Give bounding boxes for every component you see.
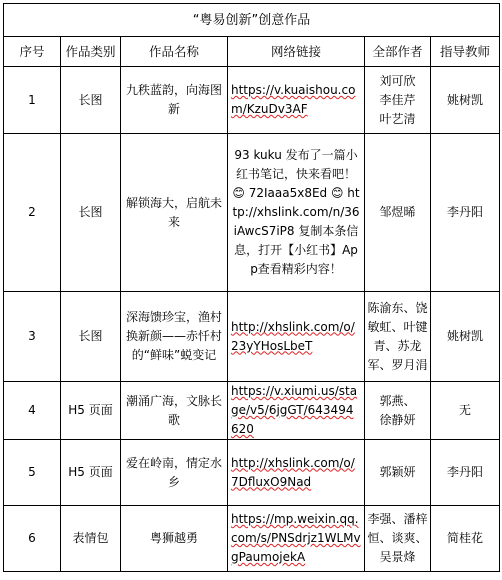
link-text[interactable]: http://xhslink.com/o/7DfluxO9Nad bbox=[231, 455, 355, 489]
author: 郭燕、 bbox=[379, 393, 416, 408]
row-authors: 邹煜晞 bbox=[365, 134, 431, 292]
row-category: H5 页面 bbox=[61, 440, 121, 506]
table-row bbox=[4, 440, 500, 506]
row-no: 4 bbox=[4, 382, 61, 440]
row-teacher: 简桂花 bbox=[431, 506, 500, 572]
author: 刘可欣 bbox=[379, 73, 416, 88]
row-link[interactable] bbox=[228, 134, 365, 292]
row-no: 2 bbox=[4, 134, 61, 292]
header-teacher: 指导教师 bbox=[431, 37, 500, 67]
row-link[interactable] bbox=[228, 382, 365, 440]
table-row bbox=[4, 67, 500, 134]
link-text[interactable]: https://v.xiumi.us/stage/v5/6jgGT/643494620 bbox=[231, 384, 358, 436]
row-category: 长图 bbox=[61, 292, 121, 382]
header-authors: 全部作者 bbox=[365, 37, 431, 67]
table-row bbox=[4, 292, 500, 382]
author: 徐静妍 bbox=[379, 412, 416, 427]
row-name: 粤狮越勇 bbox=[121, 506, 228, 572]
row-name: 深海馈珍宝，渔村换新颜——赤忏村的“鲜味”蜕变记 bbox=[121, 292, 228, 382]
row-name: 解锁海大，启航未来 bbox=[121, 134, 228, 292]
row-no: 3 bbox=[4, 292, 61, 382]
row-link[interactable] bbox=[228, 67, 365, 134]
header-category: 作品类别 bbox=[61, 37, 121, 67]
row-no: 5 bbox=[4, 440, 61, 506]
row-category: 长图 bbox=[61, 134, 121, 292]
table-row bbox=[4, 134, 500, 292]
row-authors: 李强、潘梓恒、谈爽、吴景烽 bbox=[365, 506, 431, 572]
link-text[interactable]: https://v.kuaishou.com/KzuDv3AF bbox=[231, 83, 356, 116]
table-row bbox=[4, 506, 500, 572]
link-text[interactable]: 93 kuku 发布了一篇小红书笔记，快来看吧！😊 72Iaaa5x8Ed 😊 http://xhslink.com/n/36iAwcS7iP8 复制本条信息，打开【小红书】App查看精彩内容！ bbox=[232, 148, 360, 276]
row-teacher: 李丹阳 bbox=[431, 134, 500, 292]
row-category: 表情包 bbox=[61, 506, 121, 572]
row-category: H5 页面 bbox=[61, 382, 121, 440]
row-no: 6 bbox=[4, 506, 61, 572]
author: 李佳芹 bbox=[379, 92, 416, 107]
row-no: 1 bbox=[4, 67, 61, 134]
row-name: 爱在岭南，情定水乡 bbox=[121, 440, 228, 506]
table-title: “粤易创新”创意作品 bbox=[4, 4, 500, 37]
header-row bbox=[4, 37, 500, 67]
works-table bbox=[3, 3, 500, 572]
header-no: 序号 bbox=[4, 37, 61, 67]
table-row bbox=[4, 382, 500, 440]
link-text[interactable]: http://xhslink.com/o/23yYHosLbeT bbox=[231, 319, 355, 353]
row-name: 潮涌广海，文脉长歌 bbox=[121, 382, 228, 440]
row-authors bbox=[365, 382, 431, 440]
row-name: 九秩蓝韵，向海图新 bbox=[121, 67, 228, 134]
row-link[interactable] bbox=[228, 440, 365, 506]
row-teacher: 无 bbox=[431, 382, 500, 440]
row-authors: 陈渝东、饶敏虹、叶键青、苏龙军、罗月涓 bbox=[365, 292, 431, 382]
row-link[interactable] bbox=[228, 292, 365, 382]
header-link: 网络链接 bbox=[228, 37, 365, 67]
row-authors: 郭颖妍 bbox=[365, 440, 431, 506]
row-category: 长图 bbox=[61, 67, 121, 134]
row-authors bbox=[365, 67, 431, 134]
row-link[interactable] bbox=[228, 506, 365, 572]
author: 叶艺清 bbox=[379, 111, 416, 126]
header-name: 作品名称 bbox=[121, 37, 228, 67]
link-text[interactable]: https://mp.weixin.qq.com/s/PNSdrjz1WLMvgPaumojekA bbox=[231, 512, 361, 564]
row-teacher: 姚树凯 bbox=[431, 67, 500, 134]
row-teacher: 姚树凯 bbox=[431, 292, 500, 382]
row-teacher: 李丹阳 bbox=[431, 440, 500, 506]
